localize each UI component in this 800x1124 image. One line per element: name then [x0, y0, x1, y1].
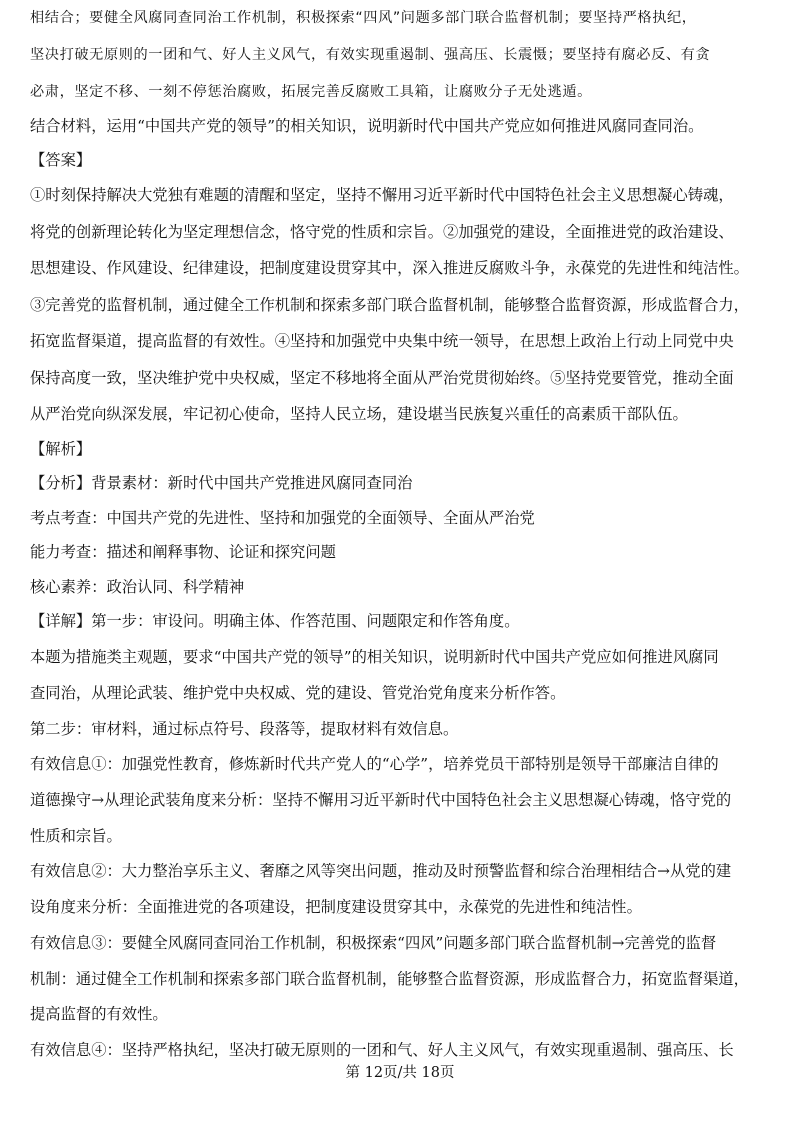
analysis-heading: 【解析】	[30, 440, 92, 458]
analysis-line: 设角度来分析：全面推进党的各项建设，把制度建设贯穿其中，永葆党的先进性和纯洁性。	[30, 898, 642, 916]
analysis-line: 本题为措施类主观题，要求“中国共产党的领导”的相关知识，说明新时代中国共产党应如何推进风腐同	[30, 648, 719, 666]
analysis-line: 第二步：审材料，通过标点符号、段落等，提取材料有效信息。	[30, 720, 459, 738]
question-text: 结合材料，运用“中国共产党的领导”的相关知识，说明新时代中国共产党应如何推进风腐同查同治。	[30, 117, 704, 135]
material-line: 坚决打破无原则的一团和气、好人主义风气，有效实现重遏制、强高压、长震慑；要坚持有腐必反、有贪	[30, 47, 711, 63]
answer-line: 将党的创新理论转化为坚定理想信念，恪守党的性质和宗旨。②加强党的建设，全面推进党的政治建设、	[30, 223, 734, 241]
answer-line: ③完善党的监督机制，通过健全工作机制和探索多部门联合监督机制，能够整合监督资源，形成监督合力，	[30, 296, 749, 314]
analysis-line: 性质和宗旨。	[30, 827, 122, 845]
analysis-line: 【详解】第一步：审设问。明确主体、作答范围、问题限定和作答角度。	[30, 612, 520, 630]
answer-heading: 【答案】	[30, 151, 92, 169]
answer-line: 思想建设、作风建设、纪律建设，把制度建设贯穿其中，深入推进反腐败斗争，永葆党的先进性和纯洁性。	[30, 259, 749, 277]
analysis-line: 道德操守→从理论武装角度来分析：坚持不懈用习近平新时代中国特色社会主义思想凝心铸魂，恪守党的	[30, 791, 732, 809]
material-line: 相结合；要健全风腐同查同治工作机制，积极探索“四风”问题多部门联合监督机制；要坚持严格执纪，	[30, 10, 697, 26]
analysis-line: 【分析】背景素材：新时代中国共产党推进风腐同查同治	[30, 474, 413, 492]
answer-line: 从严治党向纵深发展，牢记初心使命，坚持人民立场，建设堪当民族复兴重任的高素质干部队伍。	[30, 405, 688, 423]
analysis-line: 有效信息①：加强党性教育，修炼新时代共产党人的“心学”，培养党员干部特别是领导干部廉洁自律的	[30, 755, 719, 773]
answer-line: 保持高度一致，坚决维护党中央权威，坚定不移地将全面从严治党贯彻始终。⑤坚持党要管党，推动全面	[30, 369, 734, 387]
analysis-line: 有效信息③：要健全风腐同查同治工作机制，积极探索“四风”问题多部门联合监督机制→完善党的监督	[30, 934, 717, 952]
analysis-line: 提高监督的有效性。	[30, 1005, 168, 1023]
material-line: 必肃，坚定不移、一刻不停惩治腐败，拓展完善反腐败工具箱，让腐败分子无处逃遁。	[30, 84, 592, 100]
page-number: 第 12页/共 18页	[345, 1065, 455, 1081]
answer-line: ①时刻保持解决大党独有难题的清醒和坚定，坚持不懈用习近平新时代中国特色社会主义思想凝心铸魂，	[30, 186, 734, 204]
analysis-line: 核心素养：政治认同、科学精神	[30, 578, 245, 596]
analysis-line: 有效信息②：大力整治享乐主义、奢靡之风等突出问题，推动及时预警监督和综合治理相结合→从党的建	[30, 862, 732, 880]
analysis-line: 考点考查：中国共产党的先进性、坚持和加强党的全面领导、全面从严治党	[30, 509, 535, 527]
analysis-line: 机制：通过健全工作机制和探索多部门联合监督机制，能够整合监督资源，形成监督合力，拓宽监督渠道，	[30, 970, 749, 988]
analysis-line: 能力考查：描述和阐释事物、论证和探究问题	[30, 543, 336, 561]
analysis-line: 查同治，从理论武装、维护党中央权威、党的建设、管党治党角度来分析作答。	[30, 684, 566, 702]
analysis-line: 有效信息④：坚持严格执纪，坚决打破无原则的一团和气、好人主义风气，有效实现重遏制、强高压、长	[30, 1041, 734, 1059]
answer-line: 拓宽监督渠道，提高监督的有效性。④坚持和加强党中央集中统一领导，在思想上政治上行动上同党中央	[30, 332, 734, 350]
